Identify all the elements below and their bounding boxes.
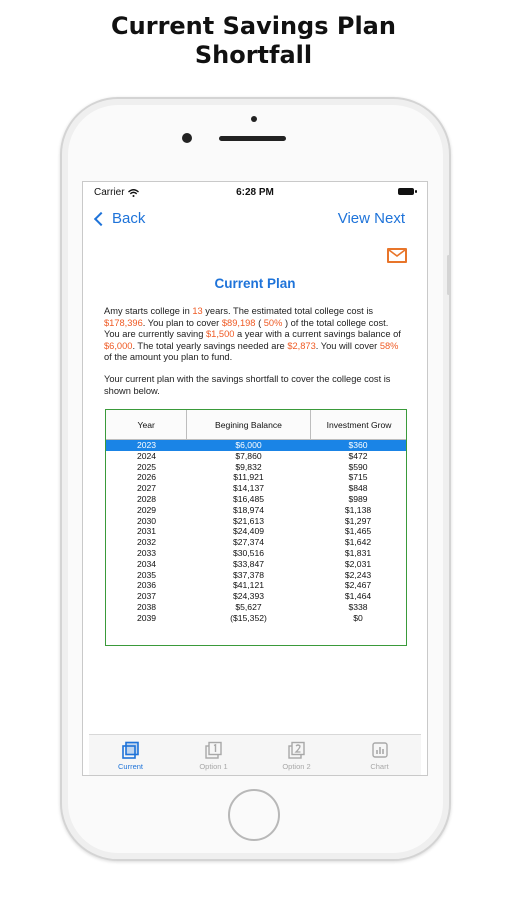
status-time: 6:28 PM	[236, 187, 274, 198]
year-cell: 2033	[136, 547, 157, 558]
tab-option-2[interactable]	[255, 735, 338, 775]
battery-icon	[398, 188, 414, 195]
investment-growth-cell: $360	[348, 440, 368, 450]
beginning-balance-cell: $33,847	[232, 558, 265, 569]
investment-growth-cell: $848	[348, 483, 368, 494]
tab-label: Chart	[370, 762, 389, 771]
headline-line-2: Shortfall	[194, 41, 313, 69]
beginning-balance-cell: $6,000	[235, 440, 262, 450]
investment-growth-cell: $338	[348, 601, 368, 612]
tab-option-1[interactable]	[172, 735, 255, 775]
investment-growth-cell: $2,243	[344, 569, 372, 580]
view-next-button[interactable]: View Next	[337, 210, 405, 227]
year-cell: 2028	[136, 493, 157, 504]
year-cell: 2031	[136, 526, 157, 537]
year-cell: 2038	[136, 601, 157, 612]
beginning-balance-cell: $18,974	[232, 504, 265, 515]
back-label: Back	[112, 210, 146, 227]
yearly-saving-value: $1,500	[205, 329, 235, 340]
investment-growth-cell: $1,831	[344, 547, 372, 558]
investment-growth-cell: $1,465	[344, 526, 372, 537]
beginning-balance-cell: $41,121	[232, 580, 265, 591]
table-row[interactable]	[106, 440, 406, 451]
beginning-balance-cell: $30,516	[232, 547, 265, 558]
back-button[interactable]	[96, 210, 145, 227]
year-cell: 2023	[136, 440, 157, 450]
plan-title: Current Plan	[214, 276, 296, 291]
investment-growth-cell: $0	[353, 612, 363, 623]
promo-headline	[0, 12, 507, 70]
front-camera	[182, 133, 192, 143]
beginning-balance-cell: $27,374	[232, 537, 265, 548]
table-row[interactable]	[106, 602, 406, 613]
table-row[interactable]	[106, 537, 406, 548]
table-row[interactable]	[106, 462, 406, 473]
investment-growth-cell: $472	[348, 450, 368, 461]
current-balance-value: $6,000	[104, 340, 133, 351]
app-screen	[82, 181, 428, 776]
beginning-balance-cell: $7,860	[235, 450, 262, 461]
year-cell: 2030	[136, 515, 157, 526]
total-cost-value: $178,396	[104, 317, 143, 328]
tab-label: Current	[117, 762, 143, 771]
year-cell: 2026	[136, 472, 157, 483]
table-row[interactable]	[106, 526, 406, 537]
carrier-label: Carrier	[94, 187, 125, 198]
summary-text: ) of the total college cost. You are currently saving	[104, 317, 389, 340]
home-button[interactable]	[228, 789, 280, 841]
table-row[interactable]	[106, 570, 406, 581]
table-row[interactable]	[106, 591, 406, 602]
summary-text: . You plan to cover	[142, 317, 222, 328]
mail-icon[interactable]	[387, 248, 407, 263]
investment-growth-cell: $1,464	[344, 591, 372, 602]
navigation-bar	[83, 204, 427, 236]
shortfall-note: Your current plan with the savings shortfall to cover the college cost is shown below.	[104, 374, 391, 396]
investment-growth-cell: $989	[348, 493, 368, 504]
savings-needed-value: $2,873	[287, 340, 316, 351]
summary-text: a year with a current savings balance of	[234, 329, 401, 340]
chevron-left-icon	[94, 212, 108, 226]
tab-bar	[89, 734, 421, 775]
phone-side-button	[447, 255, 450, 295]
year-cell: 2037	[136, 591, 157, 602]
year-cell: 2036	[136, 580, 157, 591]
year-cell: 2034	[136, 558, 157, 569]
headline-line-1: Current Savings Plan	[111, 12, 396, 40]
cover-amount-value: $89,198	[221, 317, 256, 328]
year-cell: 2032	[136, 537, 157, 548]
earpiece-speaker	[219, 136, 286, 141]
summary-text: (	[255, 317, 264, 328]
table-body	[106, 440, 406, 624]
table-row[interactable]	[106, 580, 406, 591]
option-1-icon	[204, 741, 224, 759]
year-cell: 2039	[136, 612, 157, 623]
tab-chart[interactable]	[338, 735, 421, 775]
table-row[interactable]	[106, 505, 406, 516]
investment-growth-cell: $590	[348, 461, 368, 472]
table-row[interactable]	[106, 548, 406, 559]
plan-summary	[104, 306, 406, 364]
cover-percent-value: 50%	[263, 317, 283, 328]
beginning-balance-cell: $37,378	[232, 569, 265, 580]
beginning-balance-cell: $24,393	[232, 591, 265, 602]
table-row[interactable]	[106, 451, 406, 462]
beginning-balance-cell: $21,613	[232, 515, 265, 526]
option-2-icon	[287, 741, 307, 759]
summary-text: of the amount you plan to fund.	[104, 352, 233, 363]
table-row[interactable]	[106, 494, 406, 505]
beginning-balance-cell: $9,832	[235, 461, 262, 472]
mail-envelope-flap-icon	[389, 250, 405, 261]
will-cover-percent-value: 58%	[379, 340, 399, 351]
beginning-balance-cell: $5,627	[235, 601, 262, 612]
year-cell: 2029	[136, 504, 157, 515]
table-row[interactable]	[106, 613, 406, 624]
year-cell: 2024	[136, 450, 157, 461]
beginning-balance-cell: $16,485	[232, 493, 265, 504]
table-row[interactable]	[106, 559, 406, 570]
savings-table	[105, 409, 407, 646]
year-cell: 2025	[136, 461, 157, 472]
years-value: 13	[192, 306, 203, 316]
table-row[interactable]	[106, 516, 406, 527]
beginning-balance-cell: $24,409	[232, 526, 265, 537]
tab-label: Option 1	[199, 762, 228, 771]
chart-icon	[370, 741, 390, 759]
year-cell: 2027	[136, 483, 157, 494]
beginning-balance-cell: $11,921	[233, 472, 264, 483]
investment-growth-cell: $1,642	[344, 537, 372, 548]
summary-text: . The total yearly savings needed are	[132, 340, 288, 351]
tab-current[interactable]	[89, 735, 172, 775]
summary-text: years. The estimated total college cost is	[202, 306, 374, 316]
investment-growth-cell: $715	[348, 472, 368, 483]
column-header-year[interactable]: Year	[106, 410, 187, 439]
summary-text: Amy starts college in	[104, 306, 193, 316]
investment-growth-cell: $1,138	[344, 504, 372, 515]
investment-growth-cell: $2,467	[344, 580, 372, 591]
beginning-balance-cell: ($15,352)	[230, 612, 267, 623]
proximity-sensor	[251, 116, 257, 122]
table-row[interactable]	[106, 483, 406, 494]
beginning-balance-cell: $14,137	[232, 483, 265, 494]
tab-label: Option 2	[282, 762, 311, 771]
table-row[interactable]	[106, 472, 406, 483]
current-icon	[121, 741, 141, 759]
investment-growth-cell: $2,031	[344, 558, 372, 569]
column-header-beginning-balance[interactable]: Begining Balance	[187, 410, 310, 439]
table-header	[106, 410, 406, 440]
status-bar	[83, 182, 427, 204]
investment-growth-cell: $1,297	[344, 515, 372, 526]
column-header-investment-growth[interactable]: Investment Grow	[326, 419, 392, 430]
summary-text: . You will cover	[315, 340, 380, 351]
year-cell: 2035	[136, 569, 157, 580]
